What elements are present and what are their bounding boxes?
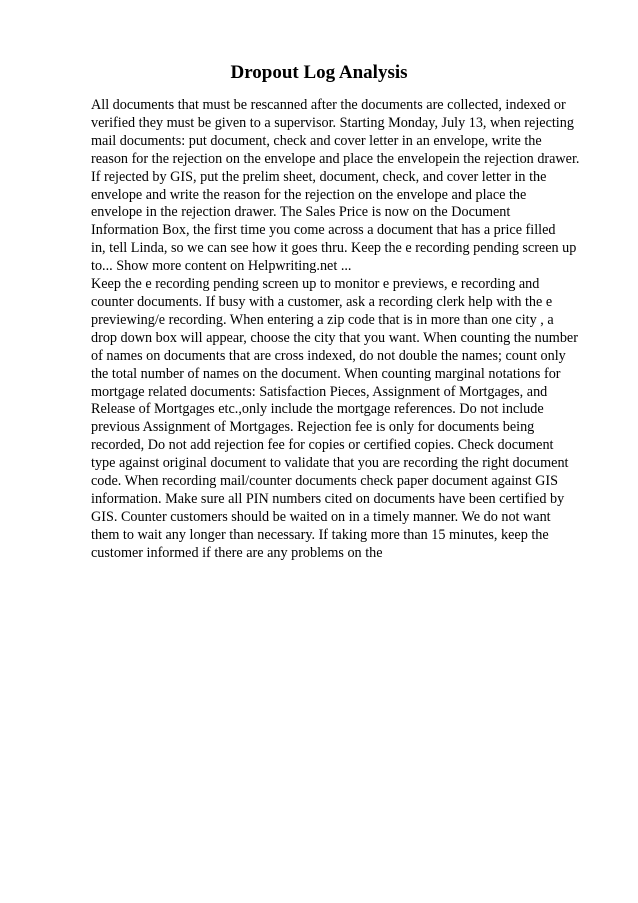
body-line: customer informed if there are any problems on the bbox=[91, 544, 383, 561]
body-line: recorded, Do not add rejection fee for copies or certified copies. Check document bbox=[91, 437, 554, 454]
body-line: type against original document to validate that you are recording the right document bbox=[91, 455, 569, 472]
body-line: in, tell Linda, so we can see how it goes thru. Keep the e recording pending screen up bbox=[91, 240, 577, 257]
body-line: code. When recording mail/counter documents check paper document against GIS bbox=[91, 473, 558, 490]
body-line: mail documents: put document, check and cover letter in an envelope, write the bbox=[91, 132, 542, 149]
body-line: verified they must be given to a supervisor. Starting Monday, July 13, when rejecting bbox=[91, 114, 574, 131]
body-line: the total number of names on the document. When counting marginal notations for bbox=[91, 365, 561, 382]
body-line: If rejected by GIS, put the prelim sheet, document, check, and cover letter in the bbox=[91, 168, 547, 185]
body-line: of names on documents that are cross indexed, do not double the names; count only bbox=[91, 347, 566, 364]
body-line: Information Box, the first time you come across a document that has a price filled bbox=[91, 222, 556, 239]
body-line: All documents that must be rescanned after the documents are collected, indexed or bbox=[91, 97, 566, 113]
body-line: drop down box will appear, choose the city that you want. When counting the number bbox=[91, 329, 578, 346]
body-line: envelope in the rejection drawer. The Sales Price is now on the Document bbox=[91, 204, 511, 221]
body-line: previous Assignment of Mortgages. Rejection fee is only for documents being bbox=[91, 419, 535, 436]
body-line: them to wait any longer than necessary. If taking more than 15 minutes, keep the bbox=[91, 526, 549, 543]
body-line: envelope and write the reason for the rejection on the envelope and place the bbox=[91, 186, 527, 203]
body-line: GIS. Counter customers should be waited on in a timely manner. We do not want bbox=[91, 508, 551, 525]
show-more-line: to... Show more content on Helpwriting.net ... bbox=[91, 258, 352, 275]
body-line: previewing/e recording. When entering a zip code that is in more than one city , a bbox=[91, 311, 554, 328]
body-line: reason for the rejection on the envelope and place the envelopein the rejection drawer. bbox=[91, 150, 580, 167]
body-line: Keep the e recording pending screen up to monitor e previews, e recording and bbox=[91, 276, 540, 293]
document-body bbox=[91, 97, 591, 563]
body-line: mortgage related documents: Satisfaction Pieces, Assignment of Mortgages, and bbox=[91, 383, 548, 400]
document-title: Dropout Log Analysis bbox=[230, 62, 408, 83]
body-line: information. Make sure all PIN numbers cited on documents have been certified by bbox=[91, 490, 565, 507]
body-line: counter documents. If busy with a customer, ask a recording clerk help with the e bbox=[91, 293, 553, 310]
body-line: Release of Mortgages etc.,only include the mortgage references. Do not include bbox=[91, 401, 544, 418]
